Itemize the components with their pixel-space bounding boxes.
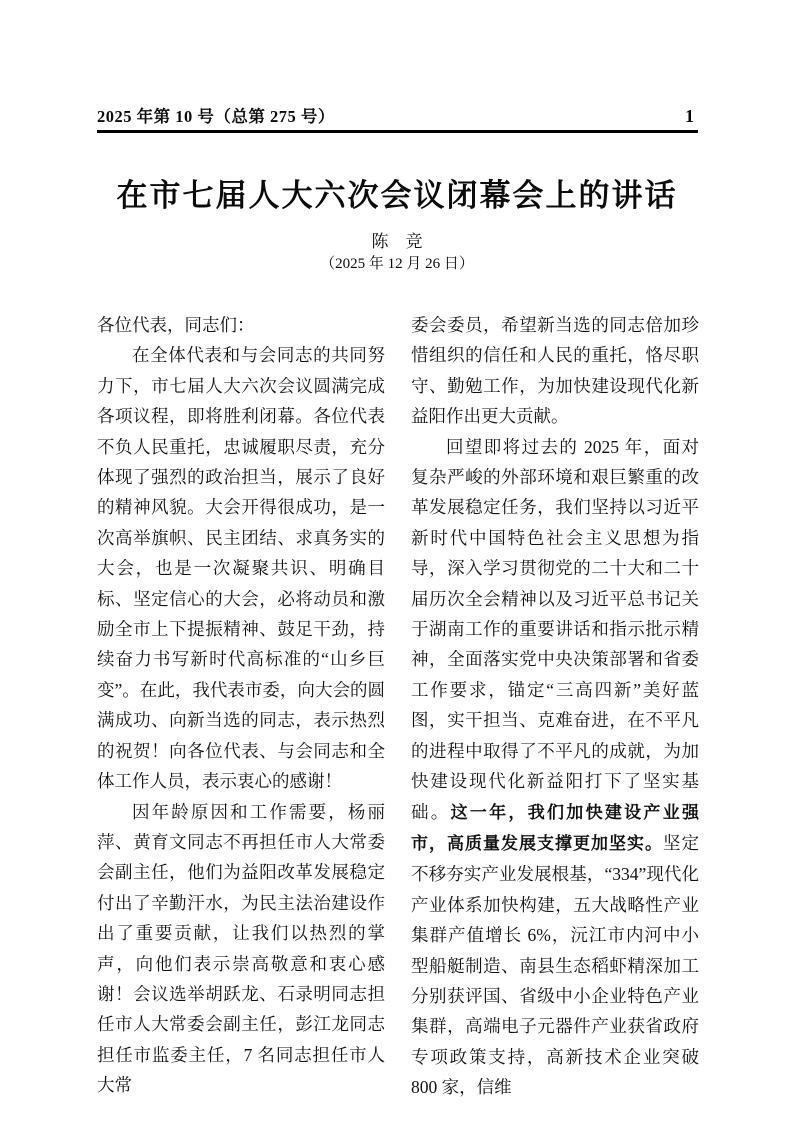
page-number: 1	[685, 106, 694, 126]
emphasis-text-segment: 这一年，我们加快建设产业强市，高质量发展支撑更加坚实。	[411, 802, 700, 853]
article-body	[97, 310, 698, 1103]
article-title: 在市七届人大六次会议闭幕会上的讲话	[116, 178, 678, 213]
text-segment: 委会委员，希望新当选的同志倍加珍惜组织的信任和人民的重托，恪尽职守、勤勉工作，为加快建设现代化新益阳作出更大贡献。	[411, 315, 699, 427]
text-segment: 坚定不移夯实产业发展根基，“334”现代化产业体系加快构建，五大战略性产业集群产值增长 6%，沅江市内河中小型船艇制造、南县生态稻虾精深加工分别获评国、省级中小企业特色产业集群，高端电子元器件产业获省政府专项政策支持，高新技术企业突破 800 家，信维	[411, 832, 699, 1098]
issue-number: 2025 年第 10 号（总第 275 号）	[97, 107, 335, 126]
text-segment: 因年龄原因和工作需要，杨丽萍、黄育文同志不再担任市人大常委会副主任，他们为益阳改革发展稳定付出了辛勤汗水，为民主法治建设作出了重要贡献，让我们以热烈的掌声，向他们表示崇高敬意和衷心感谢！会议选举胡跃龙、石录明同志担任市人大常委会副主任，彭江龙同志担任市监委主任，7 名同志担任市人大常	[97, 801, 385, 1096]
body-paragraph	[97, 310, 385, 340]
text-segment: 回望即将过去的 2025 年，面对复杂严峻的外部环境和艰巨繁重的改革发展稳定任务，我们坚持以习近平新时代中国特色社会主义思想为指导，深入学习贯彻党的二十大和二十届历次全会精神以及习近平总书记关于湖南工作的重要讲话和指示批示精神，全面落实党中央决策部署和省委工作要求，锚定“三高四新”美好蓝图，实干担当、克难奋进，在不平凡的进程中取得了不平凡的成就，为加快建设现代化新益阳打下了坚实基础。	[411, 436, 699, 822]
text-segment: 在全体代表和与会同志的共同努力下，市七届人大六次会议圆满完成各项议程，即将胜利闭幕。各位代表不负人民重托，忠诚履职尽责，充分体现了强烈的政治担当，展示了良好的精神风貌。大会开得很成功，是一次高举旗帜、民主团结、求真务实的大会，也是一次凝聚共识、明确目标、坚定信心的大会，必将动员和激励全市上下提振精神、鼓足干劲，持续奋力书写新时代高标准的“山乡巨变”。在此，我代表市委，向大会的圆满成功、向新当选的同志，表示热烈的祝贺！向各位代表、与会同志和全体工作人员，表示衷心的感谢！	[97, 345, 385, 792]
text-segment: 各位代表，同志们：	[97, 315, 255, 335]
body-paragraph	[411, 432, 699, 1103]
body-paragraph	[97, 340, 385, 796]
body-paragraph	[411, 310, 699, 432]
body-paragraph	[97, 797, 385, 1101]
text-column-right	[411, 310, 699, 1103]
text-column-left	[97, 310, 385, 1103]
article-author: 陈 竞	[371, 232, 423, 251]
article-date: （2025 年 12 月 26 日）	[320, 256, 474, 272]
masthead	[97, 103, 698, 133]
